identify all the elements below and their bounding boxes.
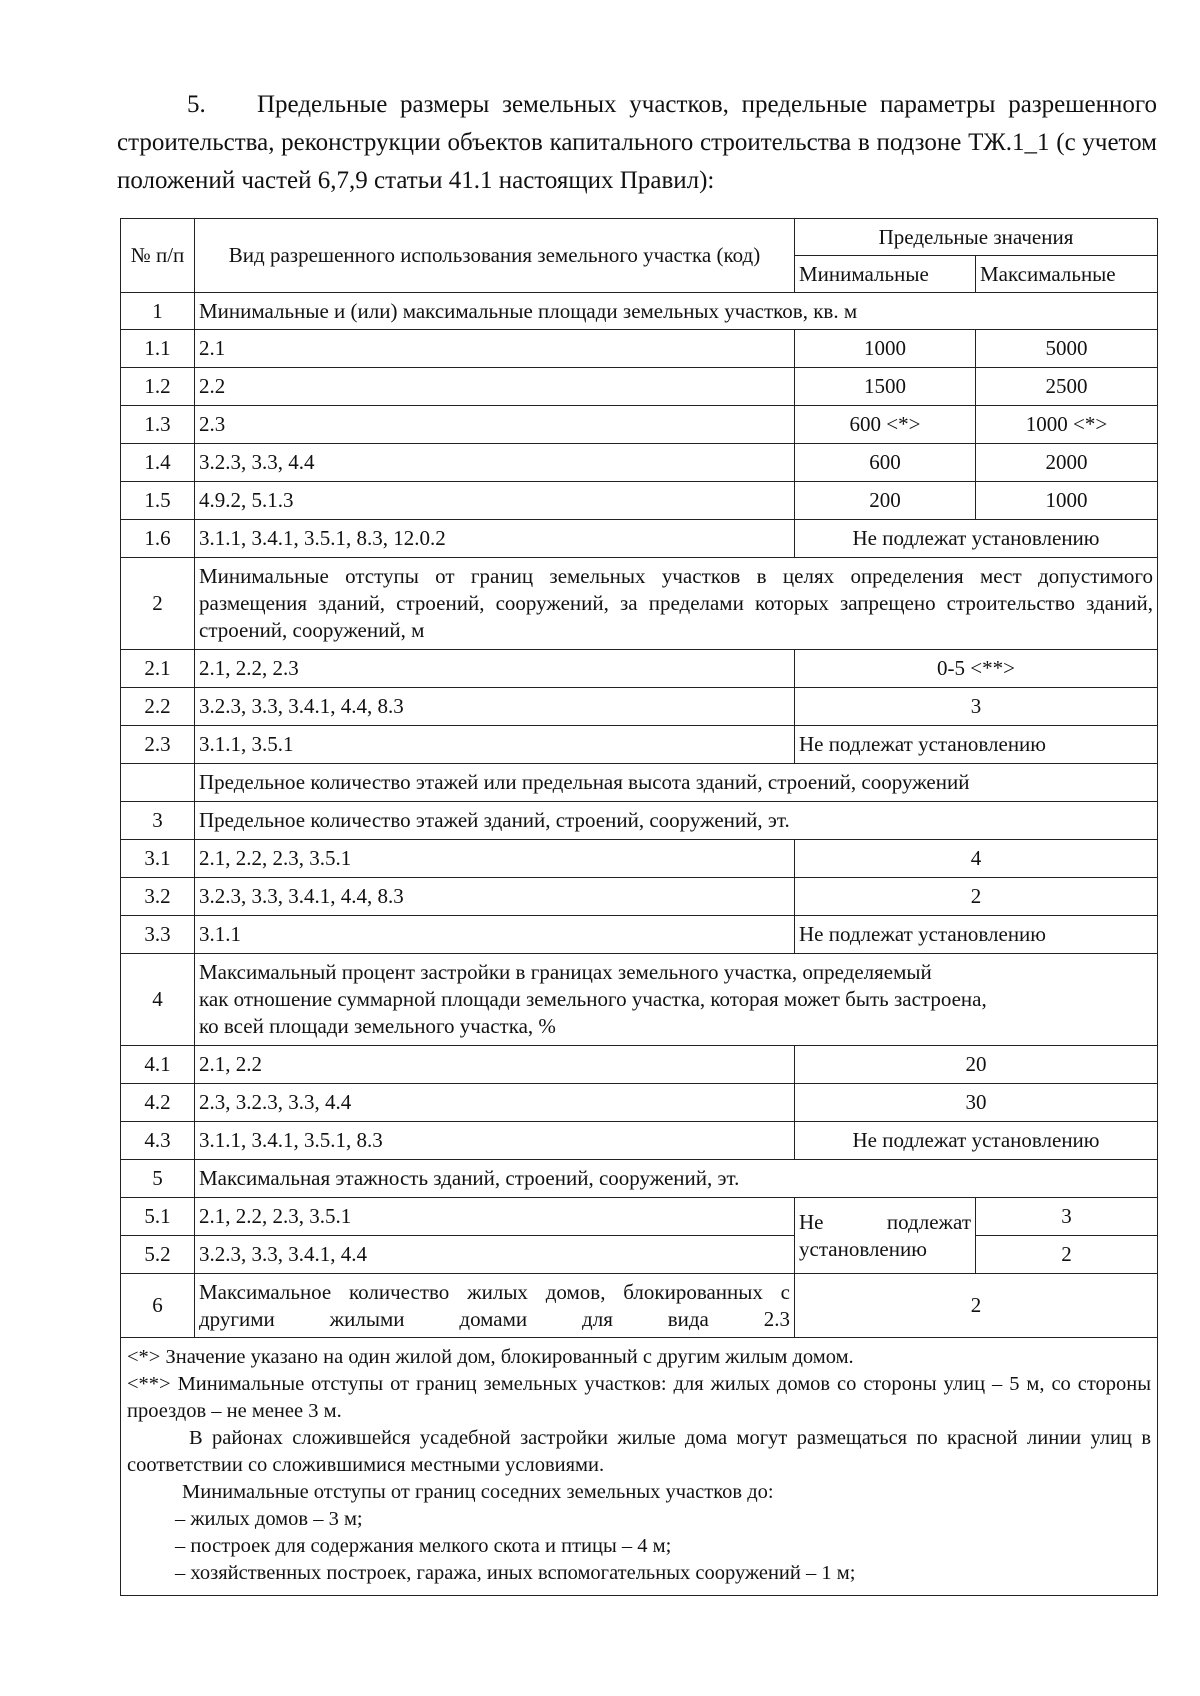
table-row bbox=[121, 1046, 1158, 1084]
table-row bbox=[121, 1236, 1158, 1274]
row-num: 2.3 bbox=[121, 726, 195, 764]
row-code: 3.2.3, 3.3, 3.4.1, 4.4, 8.3 bbox=[195, 688, 795, 726]
row-min: 600 <*> bbox=[795, 406, 976, 444]
row-min: 600 bbox=[795, 444, 976, 482]
row-value: Не подлежат установлению bbox=[795, 1122, 1158, 1160]
header-min: Минимальные bbox=[795, 256, 976, 293]
row-value: 3 bbox=[795, 688, 1158, 726]
row-value: 0-5 <**> bbox=[795, 650, 1158, 688]
row-num: 2 bbox=[121, 558, 195, 650]
row-code: 2.1, 2.2, 2.3, 3.5.1 bbox=[195, 1198, 795, 1236]
notes-cell bbox=[121, 1338, 1158, 1596]
section-heading-text: Предельные размеры земельных участков, предельные параметры разрешенного строительства, реконструкции объектов капитального строительства в подзоне ТЖ.1_1 (с учетом положений частей 6,7,9 статьи 41.1 настоящих Правил): bbox=[117, 91, 1157, 194]
row-code: 3.2.3, 3.3, 3.4.1, 4.4, 8.3 bbox=[195, 878, 795, 916]
table-row bbox=[121, 406, 1158, 444]
header-num: № п/п bbox=[121, 219, 195, 293]
row-code: 2.3 bbox=[195, 406, 795, 444]
row-code: 3.1.1, 3.4.1, 3.5.1, 8.3 bbox=[195, 1122, 795, 1160]
row-max: 5000 bbox=[976, 330, 1158, 368]
row-min: 1500 bbox=[795, 368, 976, 406]
note-1: <*> Значение указано на один жилой дом, блокированный с другим жилым домом. bbox=[127, 1346, 854, 1368]
row-num: 5.1 bbox=[121, 1198, 195, 1236]
row-value: Не подлежат установлению bbox=[795, 726, 1158, 764]
row-text bbox=[195, 954, 1158, 1046]
row-value: 20 bbox=[795, 1046, 1158, 1084]
header-limits: Предельные значения bbox=[795, 219, 1158, 256]
row-text-line: Максимальный процент застройки в границах земельного участка, определяемый bbox=[199, 960, 932, 984]
row-code: 3.2.3, 3.3, 3.4.1, 4.4 bbox=[195, 1236, 795, 1274]
row-num: 4 bbox=[121, 954, 195, 1046]
row-text-line: ко всей площади земельного участка, % bbox=[199, 1014, 556, 1038]
section-number: 5. bbox=[187, 91, 206, 118]
header-row bbox=[121, 219, 1158, 256]
row-num: 3.1 bbox=[121, 840, 195, 878]
row-max: 1000 bbox=[976, 482, 1158, 520]
table-row bbox=[121, 954, 1158, 1046]
table-row bbox=[121, 878, 1158, 916]
row-text-line: как отношение суммарной площади земельного участка, которая может быть застроена, bbox=[199, 987, 987, 1011]
row-num: 3.3 bbox=[121, 916, 195, 954]
row-code: 3.2.3, 3.3, 4.4 bbox=[195, 444, 795, 482]
row-num: 2.1 bbox=[121, 650, 195, 688]
row-text: Максимальное количество жилых домов, блокированных с другими жилыми домами для вида 2.3 bbox=[195, 1274, 795, 1338]
header-use: Вид разрешенного использования земельного участка (код) bbox=[195, 219, 795, 293]
row-text: Предельное количество этажей зданий, строений, сооружений, эт. bbox=[195, 802, 1158, 840]
table-row bbox=[121, 368, 1158, 406]
row-max: 3 bbox=[976, 1198, 1158, 1236]
table-row bbox=[121, 840, 1158, 878]
row-min: 1000 bbox=[795, 330, 976, 368]
row-num: 4.1 bbox=[121, 1046, 195, 1084]
row-num bbox=[121, 764, 195, 802]
row-num: 2.2 bbox=[121, 688, 195, 726]
row-code: 3.1.1, 3.4.1, 3.5.1, 8.3, 12.0.2 bbox=[195, 520, 795, 558]
row-value: 30 bbox=[795, 1084, 1158, 1122]
row-min: 200 bbox=[795, 482, 976, 520]
row-num: 1.6 bbox=[121, 520, 195, 558]
row-text: Минимальные и (или) максимальные площади земельных участков, кв. м bbox=[195, 293, 1158, 330]
table-row bbox=[121, 688, 1158, 726]
row-num: 1.1 bbox=[121, 330, 195, 368]
row-code: 2.3, 3.2.3, 3.3, 4.4 bbox=[195, 1084, 795, 1122]
section-heading bbox=[117, 86, 1157, 200]
note-3: В районах сложившейся усадебной застройки жилые дома могут размещаться по красной линии улиц в соответствии со сложившимися местными условиями. bbox=[127, 1427, 1152, 1476]
row-max: 2500 bbox=[976, 368, 1158, 406]
table-row bbox=[121, 802, 1158, 840]
row-num: 6 bbox=[121, 1274, 195, 1338]
row-code: 2.1, 2.2 bbox=[195, 1046, 795, 1084]
row-num: 1.2 bbox=[121, 368, 195, 406]
row-num: 1.5 bbox=[121, 482, 195, 520]
table-row bbox=[121, 1198, 1158, 1236]
table-row bbox=[121, 916, 1158, 954]
row-text: Минимальные отступы от границ земельных участков в целях определения мест допустимого размещения зданий, строений, сооружений, за пределами которых запрещено строительство зданий, строений, сооружений, м bbox=[195, 558, 1158, 650]
table-row bbox=[121, 650, 1158, 688]
row-value: Не подлежат установлению bbox=[795, 916, 1158, 954]
row-code: 2.1, 2.2, 2.3, 3.5.1 bbox=[195, 840, 795, 878]
table-row bbox=[121, 764, 1158, 802]
row-num: 3 bbox=[121, 802, 195, 840]
row-text: Максимальная этажность зданий, строений, сооружений, эт. bbox=[195, 1160, 1158, 1198]
row-value: 4 bbox=[795, 840, 1158, 878]
row-num: 1.4 bbox=[121, 444, 195, 482]
table-row bbox=[121, 482, 1158, 520]
table-row bbox=[121, 330, 1158, 368]
row-value: 2 bbox=[795, 878, 1158, 916]
row-num: 1.3 bbox=[121, 406, 195, 444]
note-2: <**> Минимальные отступы от границ земельных участков: для жилых домов со стороны улиц – 5 м, со стороны проездов – не менее 3 м. bbox=[127, 1373, 1152, 1422]
row-num: 5 bbox=[121, 1160, 195, 1198]
table-row bbox=[121, 1160, 1158, 1198]
row-code: 3.1.1, 3.5.1 bbox=[195, 726, 795, 764]
note-7: – хозяйственных построек, гаража, иных вспомогательных сооружений – 1 м; bbox=[175, 1562, 856, 1584]
parameters-table bbox=[120, 218, 1158, 1596]
row-max: 1000 <*> bbox=[976, 406, 1158, 444]
row-num: 1 bbox=[121, 293, 195, 330]
table-row bbox=[121, 444, 1158, 482]
row-code: 2.1 bbox=[195, 330, 795, 368]
table-row bbox=[121, 1122, 1158, 1160]
row-code: 2.1, 2.2, 2.3 bbox=[195, 650, 795, 688]
row-num: 4.3 bbox=[121, 1122, 195, 1160]
row-code: 2.2 bbox=[195, 368, 795, 406]
header-max: Максимальные bbox=[976, 256, 1158, 293]
row-value: Не подлежат установлению bbox=[795, 520, 1158, 558]
table-row bbox=[121, 520, 1158, 558]
row-min: Не подлежат установлению bbox=[795, 1198, 976, 1274]
table-row bbox=[121, 726, 1158, 764]
table-row bbox=[121, 558, 1158, 650]
note-5: – жилых домов – 3 м; bbox=[175, 1508, 363, 1530]
row-max: 2000 bbox=[976, 444, 1158, 482]
notes-row bbox=[121, 1338, 1158, 1596]
row-num: 4.2 bbox=[121, 1084, 195, 1122]
row-num: 3.2 bbox=[121, 878, 195, 916]
table-row bbox=[121, 293, 1158, 330]
note-4: Минимальные отступы от границ соседних земельных участков до: bbox=[182, 1481, 774, 1503]
row-value: 2 bbox=[795, 1274, 1158, 1338]
table-row bbox=[121, 1274, 1158, 1338]
table-row bbox=[121, 1084, 1158, 1122]
row-code: 3.1.1 bbox=[195, 916, 795, 954]
row-max: 2 bbox=[976, 1236, 1158, 1274]
row-text: Предельное количество этажей или предельная высота зданий, строений, сооружений bbox=[195, 764, 1158, 802]
row-num: 5.2 bbox=[121, 1236, 195, 1274]
row-code: 4.9.2, 5.1.3 bbox=[195, 482, 795, 520]
note-6: – построек для содержания мелкого скота и птицы – 4 м; bbox=[175, 1535, 672, 1557]
